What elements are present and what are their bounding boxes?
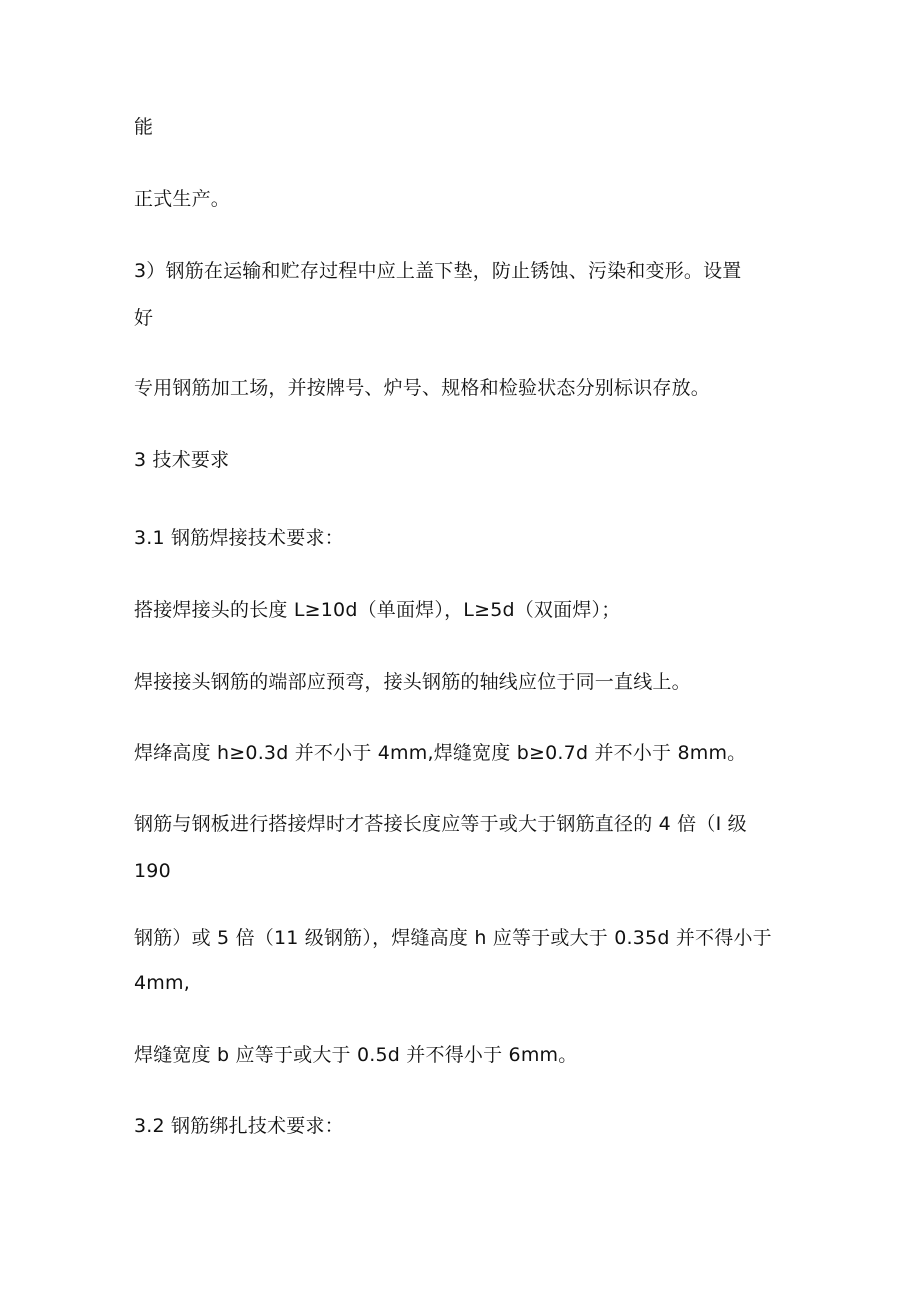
text-line: 专用钢筋加工场，并按牌号、炉号、规格和检验状态分别标识存放。 bbox=[134, 377, 711, 399]
text-line: 焊绛高度 h≥0.3d 并不小于 4mm,焊缝宽度 b≥0.7d 并不小于 8mm。 bbox=[134, 742, 747, 764]
text-line: 4mm, bbox=[134, 972, 190, 994]
subsection-heading: 3.2 钢筋绑扎技术要求： bbox=[134, 1115, 344, 1137]
text-line: 能 bbox=[134, 116, 154, 138]
text-line: 焊接接头钢筋的端部应预弯，接头钢筋的轴线应位于同一直线上。 bbox=[134, 671, 691, 693]
text-line: 正式生产。 bbox=[134, 188, 231, 210]
text-line: 钢筋与钢板进行搭接焊时才荅接长度应等于或大于钢筋直径的 4 倍（I 级 bbox=[134, 813, 747, 835]
text-line: 3）钢筋在运输和贮存过程中应上盖下垫，防止锈蚀、污染和变形。设置 bbox=[134, 260, 742, 282]
section-heading: 3 技术要求 bbox=[134, 449, 230, 471]
text-line: 好 bbox=[134, 307, 154, 329]
text-line: 焊缝宽度 b 应等于或大于 0.5d 并不得小于 6mm。 bbox=[134, 1044, 578, 1066]
text-line: 搭接焊接头的长度 L≥10d（单面焊），L≥5d（双面焊）； bbox=[134, 599, 621, 621]
text-line: 190 bbox=[134, 860, 171, 882]
subsection-heading: 3.1 钢筋焊接技术要求： bbox=[134, 527, 344, 549]
text-line: 钢筋）或 5 倍（11 级钢筋），焊缝高度 h 应等于或大于 0.35d 并不得小于 bbox=[134, 927, 772, 949]
